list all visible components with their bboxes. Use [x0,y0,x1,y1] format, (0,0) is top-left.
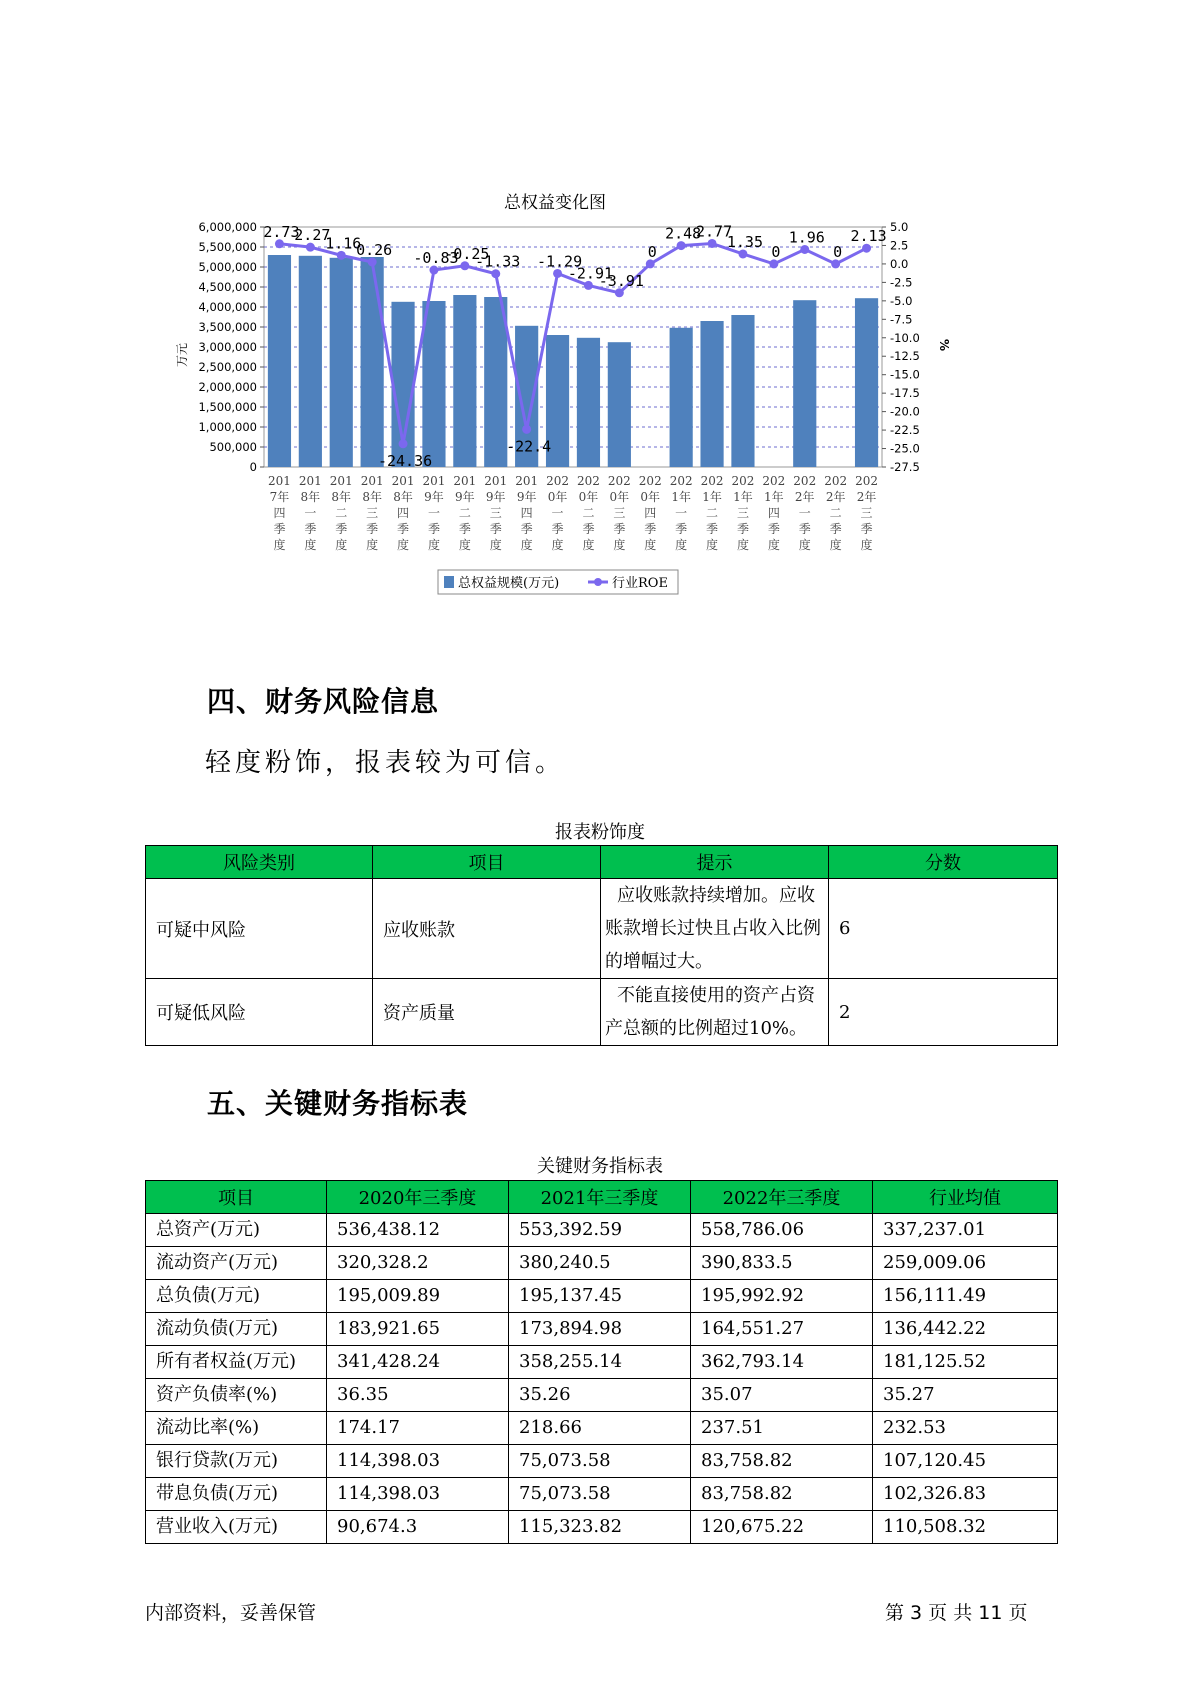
x-tick-label: 季 [860,522,873,536]
x-tick-label: 季 [489,522,502,536]
x-tick-label: 202 [576,474,600,488]
roe-data-label: -1.29 [536,252,583,271]
risk-item: 应收账款 [373,879,601,979]
header-cell: 2021年三季度 [509,1181,691,1214]
y2-tick-label: -22.5 [890,423,920,438]
header-cell: 风险类别 [146,846,373,879]
kpi-label: 带息负债(万元) [146,1478,327,1511]
kpi-table [145,1180,1058,1544]
table-row [146,1445,1058,1478]
x-tick-label: 2年 [825,490,846,504]
legend-bar-label: 总权益规模(万元) [458,576,560,591]
x-tick-label: 7年 [269,490,290,504]
kpi-value: 536,438.12 [327,1214,509,1247]
x-tick-label: 季 [675,522,688,536]
table-row [146,1412,1058,1445]
kpi-value: 156,111.49 [873,1280,1058,1313]
x-tick-label: 201 [391,474,415,488]
x-tick-label: 一 [675,506,688,520]
x-tick-label: 1年 [671,490,691,504]
kpi-label: 流动比率(%) [146,1412,327,1445]
x-tick-label: 三 [736,506,749,520]
x-tick-label: 201 [360,474,384,488]
table-row [146,979,1058,1046]
roe-point [522,425,531,434]
y2-tick-label: 2.5 [890,238,909,253]
risk-table-caption: 报表粉饰度 [555,822,645,843]
kpi-value: 75,073.58 [509,1445,691,1478]
roe-data-label: 1.96 [788,228,825,247]
x-tick-label: 9年 [455,490,475,504]
y-tick-label: 2,000,000 [198,380,257,394]
x-tick-label: 度 [706,538,719,552]
kpi-value: 195,009.89 [327,1280,509,1313]
x-tick-label: 一 [798,506,811,520]
y2-tick-label: -20.0 [890,404,920,419]
x-tick-label: 202 [855,474,879,488]
x-tick-label: 季 [427,522,440,536]
x-tick-label: 8年 [362,490,382,504]
chart-title: 总权益变化图 [504,193,606,213]
header-cell: 行业均值 [873,1181,1058,1214]
x-tick-label: 8年 [300,490,321,504]
kpi-value: 35.27 [873,1379,1058,1412]
equity-bar [268,255,291,467]
x-tick-label: 0年 [640,490,661,504]
y2-tick-label: 5.0 [890,220,909,234]
x-tick-label: 202 [731,474,755,488]
y-tick-label: 3,500,000 [198,320,257,334]
x-tick-label: 202 [669,474,693,488]
y2-tick-label: -15.0 [890,367,920,382]
equity-bar [422,301,445,467]
roe-data-label: 2.77 [695,222,733,241]
roe-data-label: 2.13 [850,227,887,246]
kpi-value: 90,674.3 [327,1511,509,1544]
x-tick-label: 202 [607,474,631,488]
kpi-label: 流动负债(万元) [146,1313,327,1346]
x-tick-label: 四 [273,506,286,520]
roe-data-label: 1.16 [325,234,362,253]
x-tick-label: 季 [613,522,626,536]
kpi-value: 362,793.14 [691,1346,873,1379]
x-tick-label: 季 [335,522,348,536]
kpi-label: 营业收入(万元) [146,1511,327,1544]
x-tick-label: 季 [397,522,410,536]
x-tick-label: 度 [273,538,286,552]
equity-chart-svg [160,190,960,650]
roe-data-label: 2.73 [263,222,300,241]
kpi-value: 558,786.06 [691,1214,873,1247]
table-row [146,879,1058,979]
table-row [146,1379,1058,1412]
x-tick-label: 二 [706,506,719,520]
x-tick-label: 季 [551,522,564,536]
roe-point [399,439,408,448]
roe-data-label: 2.27 [294,226,331,245]
x-tick-label: 四 [767,506,780,520]
x-tick-label: 季 [582,522,595,536]
x-tick-label: 三 [489,506,502,520]
roe-data-label: 0 [771,242,781,261]
roe-data-label: -2.91 [567,264,614,283]
x-tick-label: 四 [520,506,533,520]
roe-data-label: 0 [833,242,843,261]
section4-heading: 四、财务风险信息 [207,685,440,718]
risk-table-header [146,846,1058,879]
x-tick-label: 一 [304,506,317,520]
equity-bar [855,298,878,467]
kpi-table-caption: 关键财务指标表 [537,1156,663,1177]
roe-data-label: -22.4 [506,437,552,456]
x-tick-label: 201 [267,474,291,488]
y2-tick-label: -10.0 [890,330,920,345]
kpi-label: 流动资产(万元) [146,1247,327,1280]
kpi-value: 115,323.82 [509,1511,691,1544]
x-tick-label: 0年 [578,490,599,504]
x-tick-label: 2年 [856,490,877,504]
kpi-value: 181,125.52 [873,1346,1058,1379]
kpi-label: 总负债(万元) [146,1280,327,1313]
kpi-value: 553,392.59 [509,1214,691,1247]
x-tick-label: 度 [582,538,595,552]
roe-data-label: -1.33 [475,252,521,271]
x-tick-label: 二 [335,506,348,520]
header-cell: 2020年三季度 [327,1181,509,1214]
kpi-value: 259,009.06 [873,1247,1058,1280]
x-tick-label: 二 [458,506,471,520]
kpi-table-header [146,1181,1058,1214]
y2-tick-label: -25.0 [890,441,920,456]
equity-bar [361,257,384,467]
risk-tip: 不能直接使用的资产占资产总额的比例超过10%。 [601,979,829,1046]
equity-bar [484,297,507,467]
y2-tick-label: -17.5 [890,386,920,401]
y2-tick-label: -12.5 [890,349,920,364]
x-tick-label: 度 [335,538,348,552]
table-row [146,1247,1058,1280]
x-tick-label: 季 [736,522,749,536]
header-cell: 提示 [601,846,829,879]
x-tick-label: 度 [458,538,471,552]
table-row [146,1214,1058,1247]
y2-axis-title: % [937,338,951,352]
x-tick-label: 度 [520,538,533,552]
x-tick-label: 0年 [547,490,568,504]
legend-line-marker [594,578,602,586]
x-tick-label: 8年 [393,490,413,504]
x-tick-label: 度 [397,538,410,552]
kpi-label: 总资产(万元) [146,1214,327,1247]
x-tick-label: 202 [824,474,848,488]
x-tick-label: 度 [366,538,379,552]
roe-data-label: -24.36 [377,451,433,470]
header-cell: 项目 [373,846,601,879]
kpi-value: 183,921.65 [327,1313,509,1346]
kpi-value: 195,992.92 [691,1280,873,1313]
x-tick-label: 9年 [485,490,506,504]
kpi-value: 358,255.14 [509,1346,691,1379]
equity-bar [608,342,631,467]
footer-confidential: 内部资料，妥善保管 [145,1602,317,1624]
x-tick-label: 度 [551,538,564,552]
x-tick-label: 202 [546,474,570,488]
x-tick-label: 度 [304,538,317,552]
x-tick-label: 202 [762,474,786,488]
kpi-label: 所有者权益(万元) [146,1346,327,1379]
table-row [146,1346,1058,1379]
equity-bar [299,256,322,467]
x-tick-label: 202 [793,474,817,488]
risk-item: 资产质量 [373,979,601,1046]
x-tick-label: 季 [829,522,842,536]
x-tick-label: 三 [613,506,626,520]
footer-page-number: 第 3 页 共 11 页 [885,1602,1028,1624]
y2-tick-label: -27.5 [890,460,920,474]
kpi-value: 136,442.22 [873,1313,1058,1346]
legend-bar-swatch [444,576,454,588]
y-tick-label: 2,500,000 [198,360,257,374]
kpi-value: 173,894.98 [509,1313,691,1346]
kpi-value: 380,240.5 [509,1247,691,1280]
x-tick-label: 四 [644,506,657,520]
x-tick-label: 202 [700,474,724,488]
risk-score: 6 [829,879,1058,979]
roe-data-label: 0.26 [356,241,393,260]
kpi-value: 120,675.22 [691,1511,873,1544]
risk-table [145,845,1058,1046]
x-tick-label: 一 [551,506,564,520]
y-tick-label: 1,500,000 [198,400,257,414]
y2-tick-label: -7.5 [890,312,913,327]
kpi-value: 390,833.5 [691,1247,873,1280]
y2-tick-label: 0.0 [890,256,909,271]
x-tick-label: 三 [366,506,379,520]
x-tick-label: 季 [767,522,780,536]
x-tick-label: 度 [427,538,440,552]
y-axis-title: 万元 [175,342,189,368]
x-tick-label: 季 [520,522,533,536]
x-tick-label: 度 [767,538,780,552]
section5-heading: 五、关键财务指标表 [207,1087,469,1120]
header-cell: 2022年三季度 [691,1181,873,1214]
equity-bar [731,315,754,467]
kpi-value: 35.07 [691,1379,873,1412]
y-tick-label: 1,000,000 [198,420,257,434]
equity-bar [700,321,723,467]
kpi-value: 195,137.45 [509,1280,691,1313]
y-tick-label: 0 [249,460,257,474]
x-tick-label: 度 [489,538,502,552]
x-tick-label: 8年 [331,490,352,504]
x-tick-label: 季 [798,522,811,536]
x-tick-label: 季 [304,522,317,536]
kpi-label: 银行贷款(万元) [146,1445,327,1478]
roe-data-label: 0 [647,242,657,261]
risk-tip: 应收账款持续增加。应收账款增长过快且占收入比例的增幅过大。 [601,879,829,979]
x-tick-label: 202 [638,474,662,488]
x-tick-label: 9年 [516,490,537,504]
kpi-value: 341,428.24 [327,1346,509,1379]
equity-chart [160,190,960,650]
x-tick-label: 1年 [733,490,753,504]
kpi-value: 174.17 [327,1412,509,1445]
y2-tick-label: -2.5 [890,275,913,290]
x-tick-label: 三 [860,506,873,520]
risk-score: 2 [829,979,1058,1046]
x-tick-label: 度 [860,538,873,552]
x-tick-label: 季 [458,522,471,536]
table-row [146,1511,1058,1544]
x-tick-label: 四 [397,506,410,520]
kpi-value: 218.66 [509,1412,691,1445]
x-tick-label: 201 [453,474,477,488]
x-tick-label: 季 [366,522,379,536]
risk-category: 可疑中风险 [146,879,373,979]
x-tick-label: 度 [798,538,811,552]
x-tick-label: 一 [427,506,440,520]
kpi-value: 320,328.2 [327,1247,509,1280]
x-tick-label: 201 [422,474,446,488]
table-row [146,1280,1058,1313]
header-cell: 项目 [146,1181,327,1214]
y-tick-label: 500,000 [209,440,257,454]
x-tick-label: 度 [644,538,657,552]
y-tick-label: 4,500,000 [198,280,257,294]
equity-bar [453,295,476,467]
y2-tick-label: -5.0 [890,293,913,308]
risk-summary: 轻度粉饰，报表较为可信。 [205,748,566,778]
table-row [146,1478,1058,1511]
kpi-value: 110,508.32 [873,1511,1058,1544]
x-tick-label: 201 [484,474,508,488]
kpi-value: 107,120.45 [873,1445,1058,1478]
kpi-value: 35.26 [509,1379,691,1412]
x-tick-label: 二 [582,506,595,520]
roe-data-label: -0.83 [413,249,459,268]
x-tick-label: 季 [273,522,286,536]
equity-bar [330,258,353,467]
kpi-value: 83,758.82 [691,1445,873,1478]
x-tick-label: 201 [329,474,353,488]
kpi-label: 资产负债率(%) [146,1379,327,1412]
x-tick-label: 度 [675,538,688,552]
x-tick-label: 度 [829,538,842,552]
x-tick-label: 度 [736,538,749,552]
kpi-value: 75,073.58 [509,1478,691,1511]
roe-data-label: 2.48 [665,224,702,243]
kpi-value: 83,758.82 [691,1478,873,1511]
y-tick-label: 4,000,000 [198,300,257,314]
kpi-value: 114,398.03 [327,1478,509,1511]
legend-line-label: 行业ROE [612,576,668,591]
equity-bar [793,300,816,467]
x-tick-label: 0年 [609,490,630,504]
roe-data-label: 1.35 [726,232,764,251]
x-tick-label: 9年 [424,490,444,504]
y-tick-label: 5,000,000 [198,260,257,274]
x-tick-label: 1年 [764,490,784,504]
kpi-value: 337,237.01 [873,1214,1058,1247]
x-tick-label: 度 [613,538,626,552]
equity-bar [577,338,600,467]
x-tick-label: 1年 [702,490,722,504]
x-tick-label: 201 [298,474,322,488]
table-row [146,1313,1058,1346]
x-tick-label: 201 [515,474,539,488]
x-tick-label: 季 [644,522,657,536]
kpi-value: 36.35 [327,1379,509,1412]
x-tick-label: 季 [706,522,719,536]
roe-data-label: -3.91 [598,271,644,290]
kpi-value: 114,398.03 [327,1445,509,1478]
x-tick-label: 2年 [794,490,815,504]
y-tick-label: 3,000,000 [198,340,257,354]
kpi-value: 164,551.27 [691,1313,873,1346]
kpi-value: 102,326.83 [873,1478,1058,1511]
kpi-value: 232.53 [873,1412,1058,1445]
equity-bar [670,328,693,467]
risk-category: 可疑低风险 [146,979,373,1046]
kpi-value: 237.51 [691,1412,873,1445]
y-tick-label: 5,500,000 [198,240,257,254]
roe-data-label: -0.25 [444,244,490,263]
x-tick-label: 二 [829,506,842,520]
y-tick-label: 6,000,000 [198,220,257,234]
header-cell: 分数 [829,846,1058,879]
